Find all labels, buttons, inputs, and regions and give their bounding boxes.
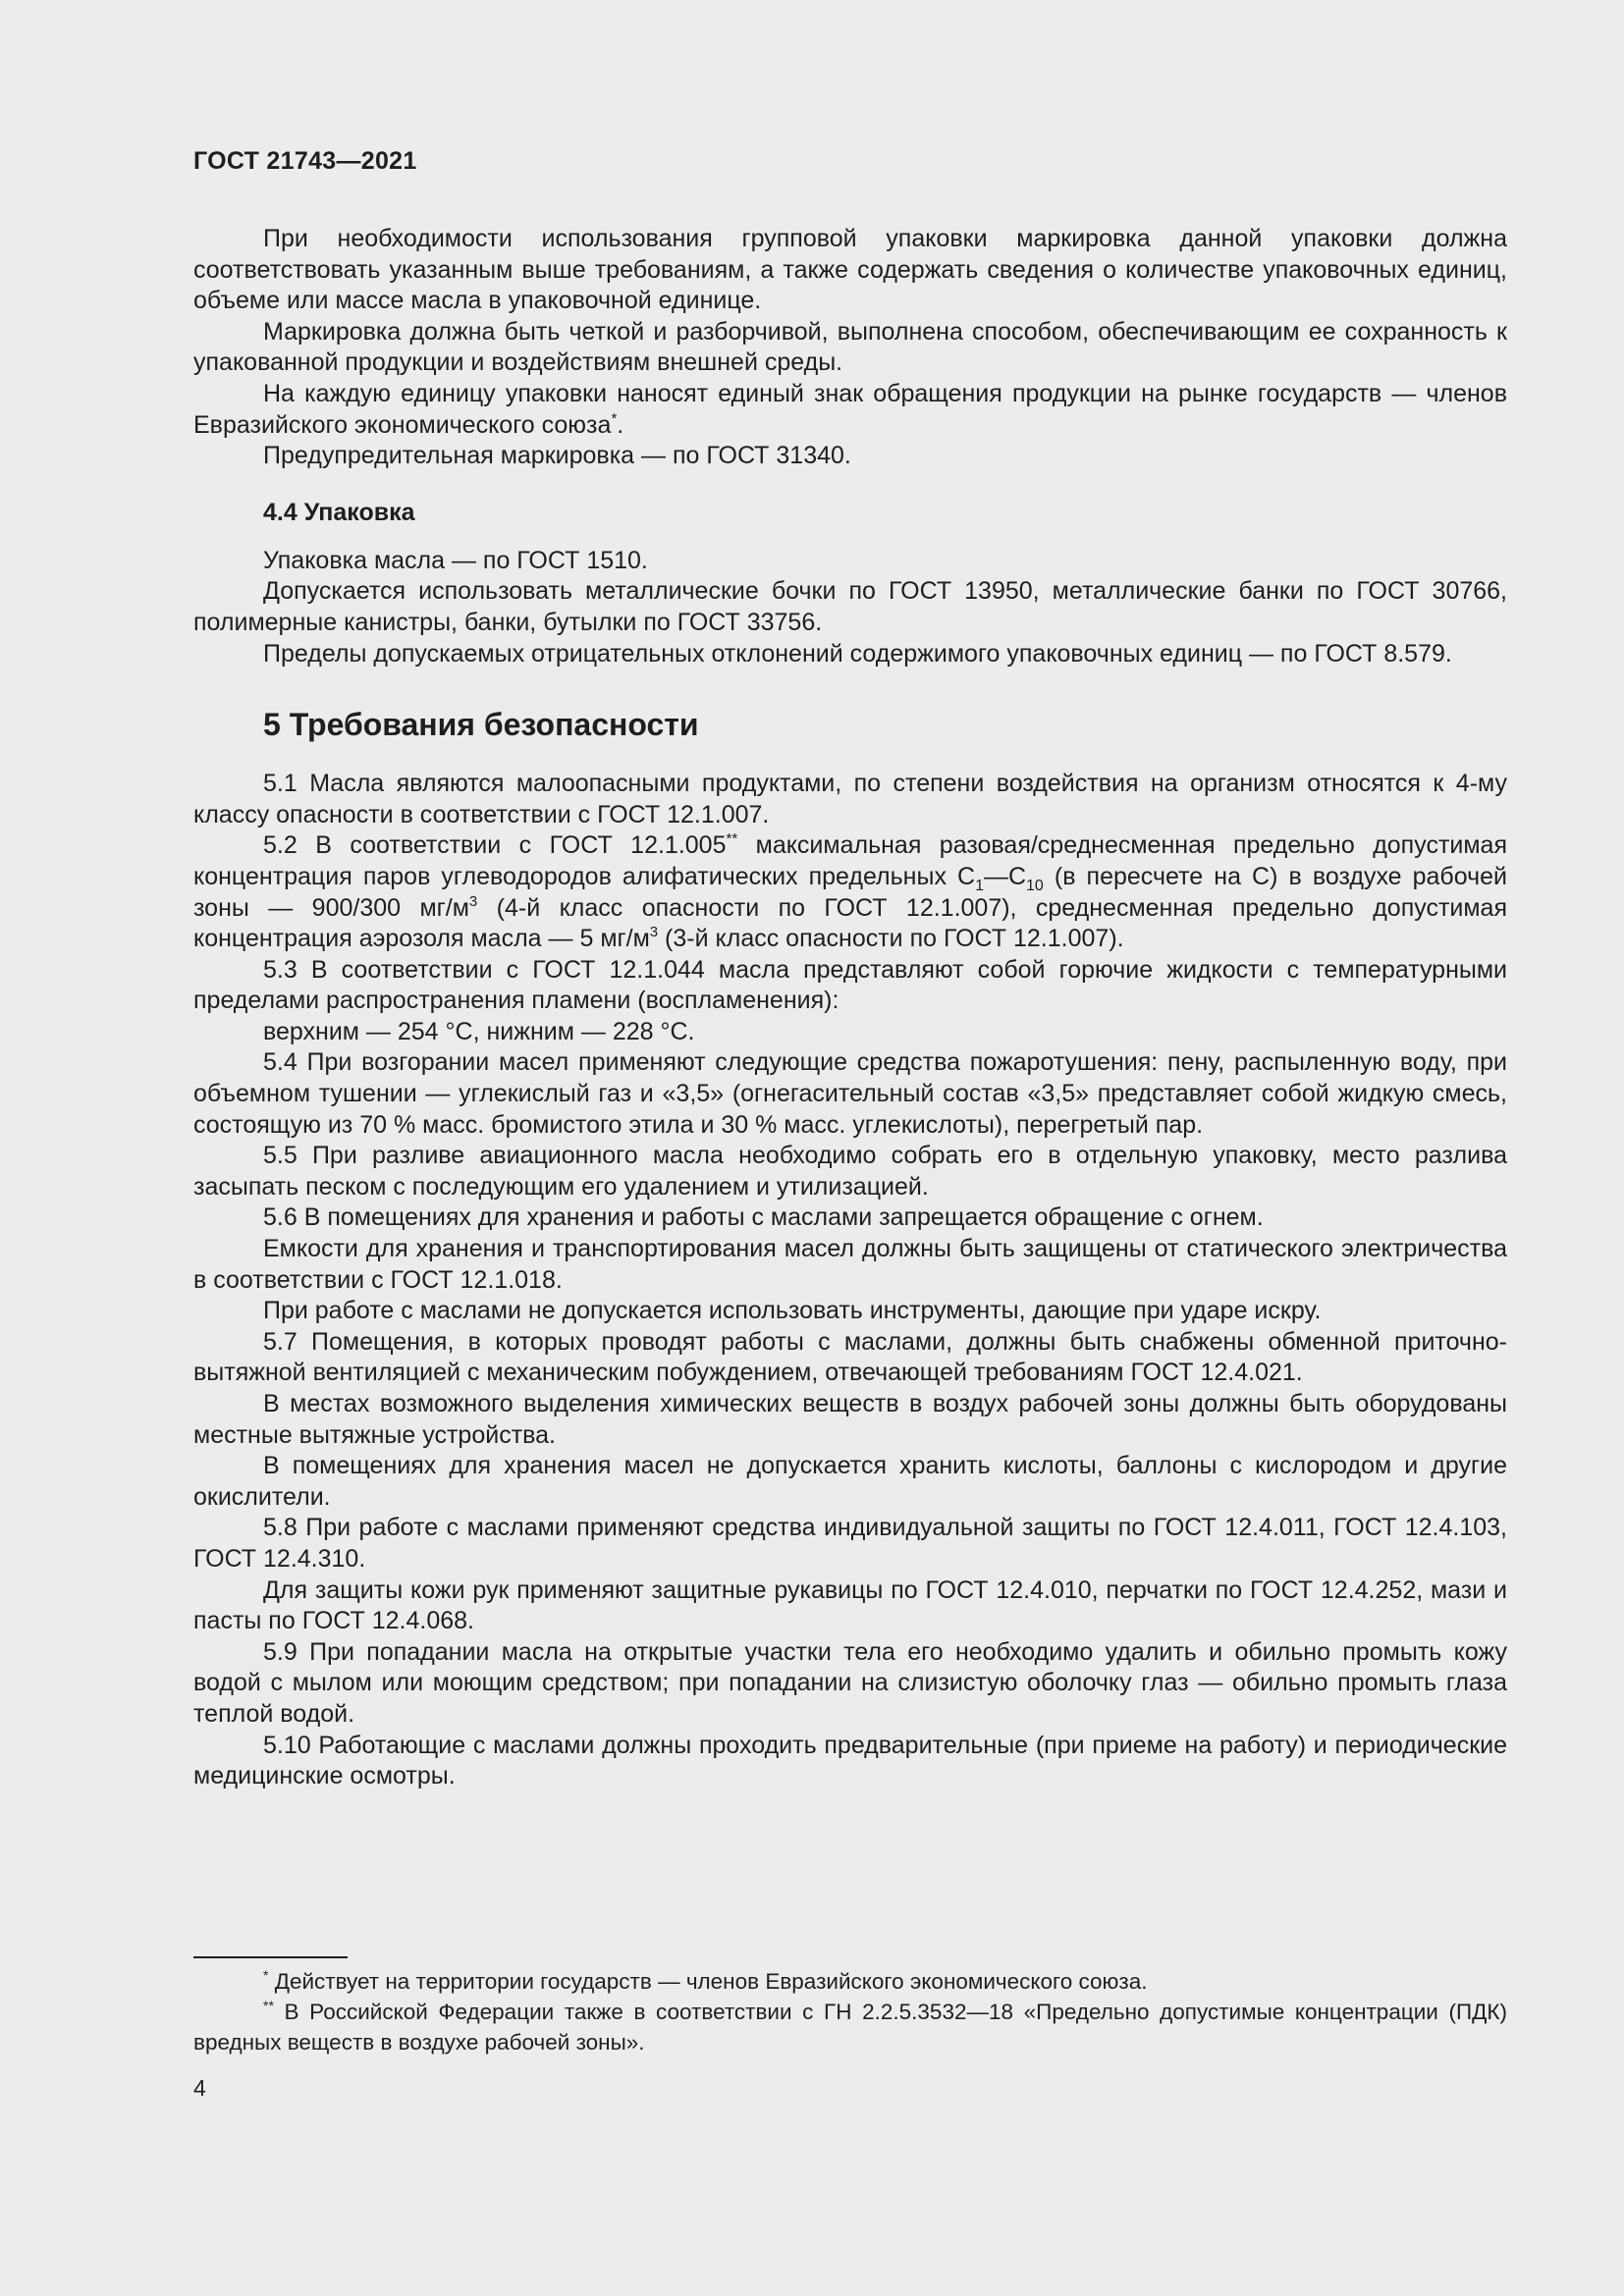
paragraph-group-packaging: При необходимости использования групповой упаковки маркировка данной упаковки должна соответствовать указанным выше требованиям, а также содержать сведения о количестве упаковочных единиц, объеме или массе масла в упаковочной единице. xyxy=(193,225,1507,315)
paragraph-5-7-storage: В помещениях для хранения масел не допускается хранить кислоты, баллоны с кислородом и другие окислители. xyxy=(193,1452,1507,1511)
paragraph-5-6: 5.6 В помещениях для хранения и работы с маслами запрещается обращение с огнем. xyxy=(263,1203,1264,1232)
paragraph-5-2-part-d: (в пересчете на С) в воздухе рабочей зоны — 900/300 мг/м xyxy=(193,862,1507,922)
paragraph-eac-mark-text: На каждую единицу упаковки наносят единый знак обращения продукции на рынке государств — членов Евразийского экономического союза xyxy=(193,379,1507,439)
footnote-1 xyxy=(193,1966,1507,1997)
paragraph-5-8: 5.8 При работе с маслами применяют средства индивидуальной защиты по ГОСТ 12.4.011, ГОСТ 12.4.103, ГОСТ 12.4.310. xyxy=(193,1514,1507,1573)
superscript-3-b: 3 xyxy=(649,924,659,941)
paragraph-5-2-part-f: (3-й класс опасности по ГОСТ 12.1.007). xyxy=(658,925,1124,953)
footnote-1-mark: * xyxy=(263,1967,269,1983)
footnote-2 xyxy=(193,1997,1507,2057)
paragraph-5-2-part-a: 5.2 В соответствии с ГОСТ 12.1.005 xyxy=(263,831,727,860)
section-heading-5: 5 Требования безопасности xyxy=(263,707,699,743)
paragraph-5-2-part-c: —С xyxy=(983,862,1027,890)
footnote-ref-1: * xyxy=(611,409,618,427)
paragraph-warning-marking: Предупредительная маркировка — по ГОСТ 31340. xyxy=(263,442,851,470)
paragraph-5-5: 5.5 При разливе авиационного масла необходимо собрать его в отдельную упаковку, место разлива засыпать песком с последующим его удалением и утилизацией. xyxy=(193,1142,1507,1201)
paragraph-5-3: 5.3 В соответствии с ГОСТ 12.1.044 масла представляют собой горючие жидкости с температурными пределами распространения пламени (воспламенения): xyxy=(193,955,1507,1015)
paragraph-5-4: 5.4 При возгорании масел применяют следующие средства пожаротушения: пену, распыленную воду, при объемном тушении — углекислый газ и «3,5» (огнегасительный состав «3,5» представляет собой жидкую смесь, состоящую из 70 % масс. бромистого этила и 30 % масс. углекислоты), перегретый пар. xyxy=(193,1048,1507,1139)
paragraph-5-9: 5.9 При попадании масла на открытые участки тела его необходимо удалить и обильно промыть кожу водой с мылом или моющим средством; при попадании на слизистую оболочку глаз — обильно промыть глаза теплой водой. xyxy=(193,1637,1507,1728)
footnote-2-mark: ** xyxy=(263,1998,274,2013)
paragraph-5-1: 5.1 Масла являются малоопасными продуктами, по степени воздействия на организм относятся к 4-му классу опасности в соответствии с ГОСТ 12.1.007. xyxy=(193,770,1507,828)
superscript-3-a: 3 xyxy=(468,892,478,910)
subsection-heading-4-4: 4.4 Упаковка xyxy=(263,498,415,526)
paragraph-5-2-part-e: (4-й класс опасности по ГОСТ 12.1.007), среднесменная предельно допустимая концентрация аэрозоля масла — 5 мг/м xyxy=(193,893,1507,953)
footnotes xyxy=(193,1966,1507,2057)
paragraph-5-8-hands: Для защиты кожи рук применяют защитные рукавицы по ГОСТ 12.4.010, перчатки по ГОСТ 12.4.252, мази и пасты по ГОСТ 12.4.068. xyxy=(193,1575,1507,1635)
paragraph-5-3-limits: верхним — 254 °С, нижним — 228 °С. xyxy=(263,1017,695,1045)
paragraph-marking-legibility: Маркировка должна быть четкой и разборчивой, выполнена способом, обеспечивающим ее сохранность к упакованной продукции и воздействиям внешней среды. xyxy=(193,317,1507,377)
paragraph-allowed-containers: Допускается использовать металлические бочки по ГОСТ 13950, металлические банки по ГОСТ 30766, полимерные канистры, банки, бутылки по ГОСТ 33756. xyxy=(193,577,1507,636)
paragraph-5-6-static: Емкости для хранения и транспортирования масел должны быть защищены от статического электричества в соответствии с ГОСТ 12.1.018. xyxy=(193,1235,1507,1294)
paragraph-5-7: 5.7 Помещения, в которых проводят работы с маслами, должны быть снабжены обменной приточно-вытяжной вентиляцией с механическим побуждением, отвечающей требованиям ГОСТ 12.4.021. xyxy=(193,1327,1507,1387)
footnote-divider xyxy=(193,1956,348,1958)
document-header: ГОСТ 21743—2021 xyxy=(193,147,417,175)
paragraph-5-10: 5.10 Работающие с маслами должны проходить предварительные (при приеме на работу) и периодические медицинские осмотры. xyxy=(193,1731,1507,1790)
paragraph-5-7-exhaust: В местах возможного выделения химических веществ в воздух рабочей зоны должны быть оборудованы местные вытяжные устройства. xyxy=(193,1390,1507,1449)
document-body xyxy=(193,224,1507,1792)
paragraph-5-2-part-b: максимальная разовая/среднесменная предельно допустимая концентрация паров углеводородов алифатических предельных С xyxy=(193,831,1507,890)
paragraph-eac-mark-end: . xyxy=(617,410,624,439)
paragraph-5-6-tools: При работе с маслами не допускается использовать инструменты, дающие при ударе искру. xyxy=(263,1297,1322,1325)
footnote-1-text: Действует на территории государств — членов Евразийского экономического союза. xyxy=(268,1969,1148,1994)
subscript-1: 1 xyxy=(975,877,984,894)
paragraph-tolerances: Пределы допускаемых отрицательных отклонений содержимого упаковочных единиц — по ГОСТ 8.579. xyxy=(263,639,1452,667)
subscript-10: 10 xyxy=(1026,877,1044,894)
footnote-ref-2: ** xyxy=(726,830,738,848)
paragraph-eac-mark xyxy=(193,379,1507,441)
paragraph-oil-packaging: Упаковка масла — по ГОСТ 1510. xyxy=(263,546,648,574)
footnote-2-text: В Российской Федерации также в соответствии с ГН 2.2.5.3532—18 «Предельно допустимые концентрации (ПДК) вредных веществ в воздухе рабочей зоны». xyxy=(193,2000,1507,2055)
paragraph-5-2 xyxy=(193,830,1507,954)
page-number: 4 xyxy=(193,2075,206,2101)
